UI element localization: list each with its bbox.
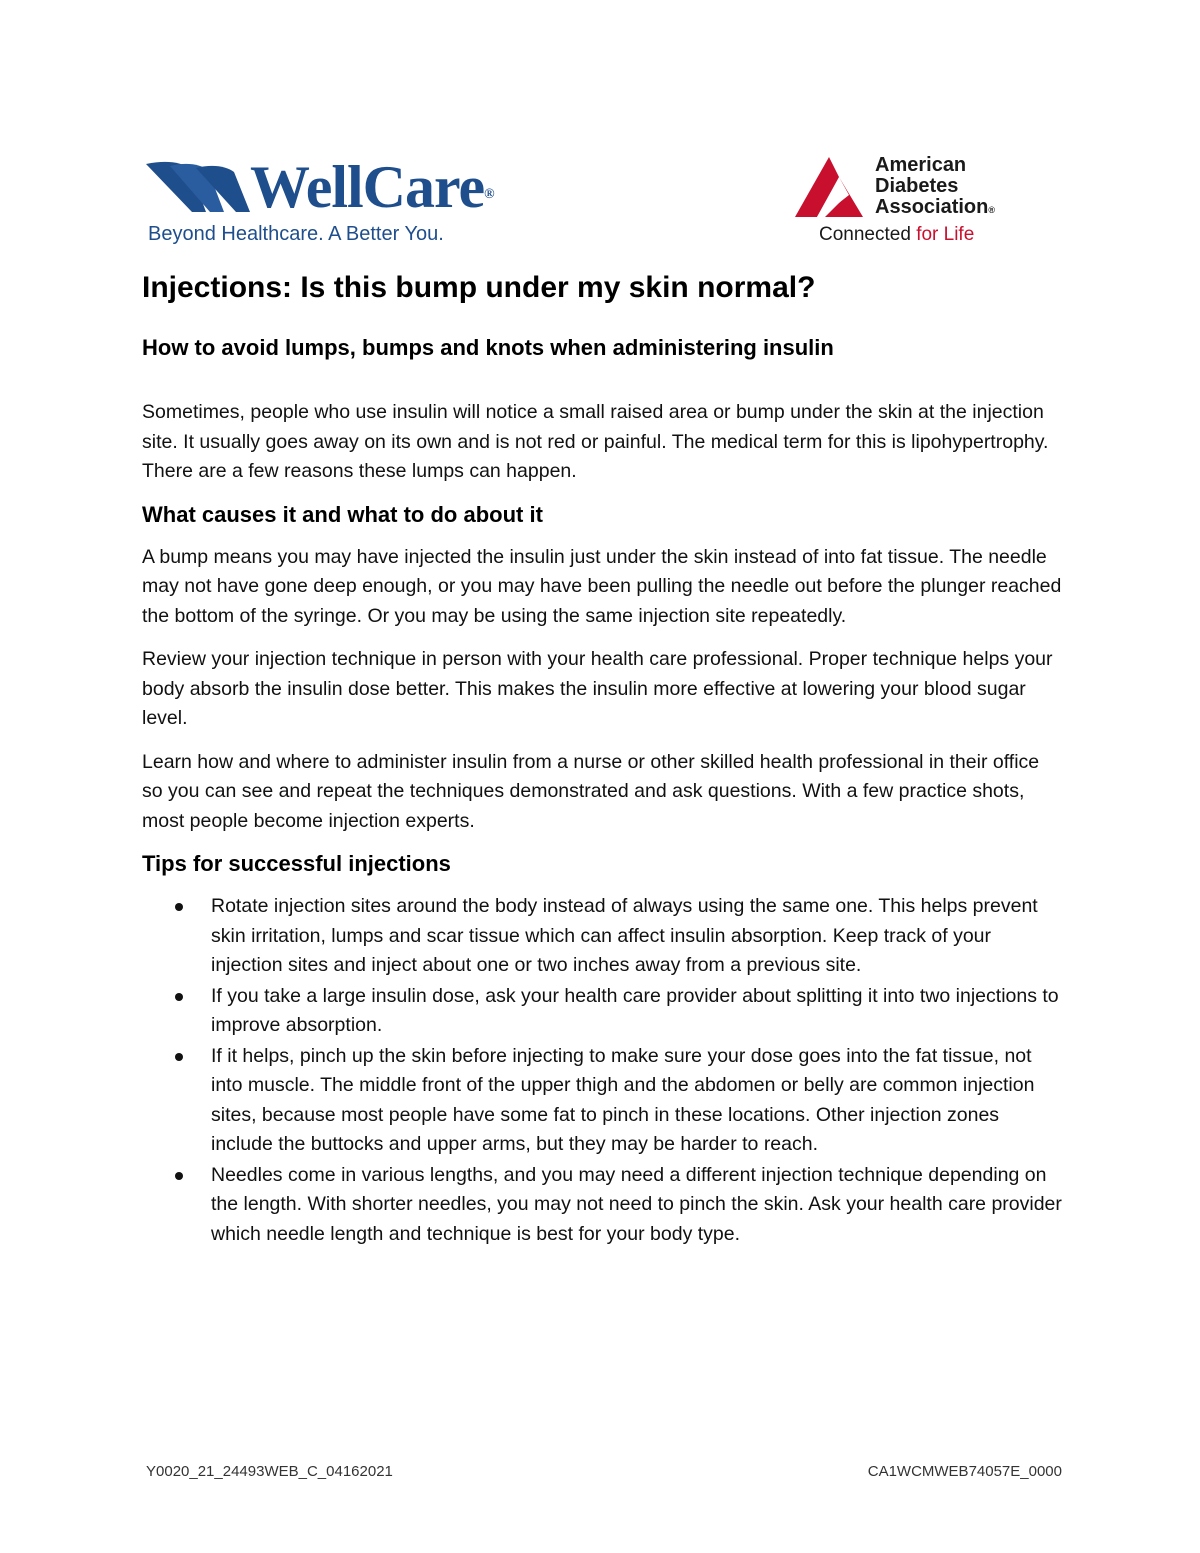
bullet-icon — [175, 1053, 183, 1061]
article-body — [142, 270, 1062, 1250]
page-subtitle: How to avoid lumps, bumps and knots when administering insulin — [142, 335, 834, 360]
bullet-icon — [175, 1172, 183, 1180]
list-item: Rotate injection sites around the body instead of always using the same one. This helps prevent skin irritation, lumps and scar tissue which can affect insulin absorption. Keep track of your injection sites and inject about one or two inches away from a previous site. — [211, 892, 1062, 981]
footer-code-right: CA1WCMWEB74057E_0000 — [867, 1463, 1062, 1480]
ada-triangle-icon — [795, 157, 873, 219]
wellcare-logo — [146, 154, 494, 248]
bullet-icon — [175, 993, 183, 1001]
ada-tagline: Connected for Life — [819, 224, 975, 245]
list-item: If you take a large insulin dose, ask your health care provider about splitting it into two injections to improve absorption. — [211, 982, 1062, 1041]
page-title: Injections: Is this bump under my skin normal? — [142, 271, 816, 304]
list-item: Needles come in various lengths, and you may need a different injection technique depending on the length. With shorter needles, you may not need to pinch the skin. Ask your health care provider which needle length and technique is best for your body type. — [211, 1161, 1062, 1250]
intro-paragraph: Sometimes, people who use insulin will notice a small raised area or bump under the skin at the injection site. It usually goes away on its own and is not red or painful. The medical term for this is lipohypertrophy. There are a few reasons these lumps can happen. — [142, 401, 1049, 482]
list-item: If it helps, pinch up the skin before injecting to make sure your dose goes into the fat tissue, not into muscle. The middle front of the upper thigh and the abdomen or belly are common injection sites, because most people have some fat to pinch in these locations. Other injection zones include the buttocks and upper arms, but they may be harder to reach. — [211, 1042, 1062, 1160]
paragraph: Learn how and where to administer insulin from a nurse or other skilled health professional in their office so you can see and repeat the techniques demonstrated and ask questions. With a few practice shots, most people become injection experts. — [142, 750, 1040, 832]
wellcare-swoosh-icon — [146, 160, 254, 218]
ada-logo — [795, 155, 1015, 250]
section-heading-causes: What causes it and what to do about it — [142, 501, 543, 527]
tips-list — [142, 892, 1062, 1249]
wellcare-tagline: Beyond Healthcare. A Better You. — [148, 223, 444, 245]
footer-code-left: Y0020_21_24493WEB_C_04162021 — [146, 1463, 393, 1480]
bullet-icon — [175, 903, 183, 911]
section-heading-tips: Tips for successful injections — [142, 851, 451, 876]
paragraph: Review your injection technique in person with your health care professional. Proper technique helps your body absorb the insulin dose better. This makes the insulin more effective at lowering your blood sugar level. — [142, 648, 1053, 729]
paragraph: A bump means you may have injected the insulin just under the skin instead of into fat tissue. The needle may not have gone deep enough, or you may have been pulling the needle out before the plunger reached the bottom of the syringe. Or you may be using the same injection site repeatedly. — [142, 545, 1062, 627]
wellcare-wordmark: WellCare® — [250, 154, 494, 220]
ada-name: American Diabetes Association® — [875, 154, 995, 218]
